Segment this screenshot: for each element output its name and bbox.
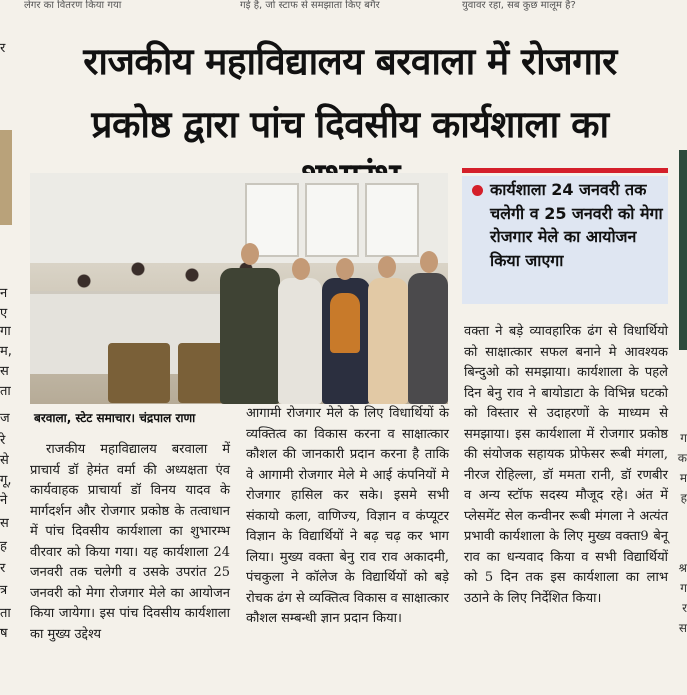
photo-window: [365, 183, 419, 257]
right-edge-fragment: श्र: [678, 561, 687, 575]
photo-caption: बरवाला, स्टेट समाचार। चंद्रपाल राणा: [34, 411, 196, 425]
neighbour-photo-fragment: [0, 130, 12, 225]
left-edge-fragment: ता: [0, 384, 11, 399]
top-strip-middle-text: गई है, जो स्टाफ से समझाता किए बगैर: [240, 0, 380, 11]
top-strip-left-text: लेगर का वितरण किया गया: [24, 0, 122, 11]
left-edge-fragment: न: [0, 286, 8, 301]
photo-person-head: [420, 251, 438, 273]
right-edge-fragment: क: [677, 451, 687, 465]
article-column-3: वक्ता ने बड़े व्यावहारिक ढंग से विधार्थियो को साक्षात्कार सफल बनाने मे आवश्यक बिन्दुओ को समझाया। कार्यशाला के पहले दिन बेनु राव ने बायोडाटा के विभिन्न घटको को विस्तार से उदाहरणों के माध्यम से समझाया। इस कार्यशाला में रोजगार प्रकोष्ठ की संयोजक सहायक प्रोफेसर रूबी मंगला, नीरज रोहिल्ला, डॉ ममता रानी, डॉ रणबीर व अन्य स्टॉफ सदस्य मौजूद रहे। अंत में प्लेसमेंट सेल कन्वीनर रूबी मंगला ने अत्यंत प्रभावी कार्यशाला के लिए मुख्य वक्ता9 बेनू राव का धन्यवाद किया व सभी विद्यार्थियों को 5 दिन तक इस कार्यशाला का लाभ उठाने के लिए निर्देशित किया।: [464, 324, 668, 606]
right-neighbour-column: [677, 140, 687, 695]
right-edge-fragment: ग: [680, 431, 687, 445]
right-edge-fragment: ह: [680, 491, 687, 505]
left-edge-fragment: र: [0, 561, 6, 576]
left-edge-fragment: ज: [0, 411, 10, 426]
left-edge-fragment: गा: [0, 324, 11, 339]
left-edge-fragment: ने: [0, 493, 8, 508]
photo-person: [278, 278, 322, 404]
right-edge-fragment: स: [678, 621, 687, 635]
left-edge-fragment: म,: [0, 344, 12, 359]
headline-line-1: राजकीय महाविद्यालय बरवाला में रोजगार: [83, 40, 617, 83]
callout-accent-rule: [462, 168, 668, 173]
left-edge-fragment: गू,: [0, 473, 12, 488]
photo-person-shawl: [330, 293, 360, 353]
right-edge-fragment: र: [682, 601, 687, 615]
neighbour-photo-fragment: [679, 150, 687, 350]
top-strip-right-text: युवावर रहा, सब कुछ मालूम है?: [462, 0, 576, 11]
article-column-1: राजकीय महाविद्यालय बरवाला में प्राचार्य डॉ हेमंत वर्मा की अध्यक्षता एंव कार्यवाहक प्राचार्या डॉ विनय यादव के मार्गदर्शन और रोजगार प्रकोष्ठ के तत्वाधान में पांच दिवसीय कार्यशाला का शुभारम्भ वीरवार को किया गया। यह कार्यशाला 24 जनवरी तक चलेगी व उसके उपरांत 25 जनवरी को मेगा रोजगार मेले का आयोजन किया जायेगा। इस पांच दिवसीय कार्यशाला का मुख्य उद्देश्य: [30, 442, 230, 642]
left-edge-fragment: रे: [0, 433, 6, 448]
left-neighbour-column: [0, 20, 22, 695]
photo-person-head: [378, 256, 396, 278]
left-edge-fragment: र: [0, 41, 6, 56]
photo-window: [305, 183, 359, 257]
left-edge-fragment: ए: [0, 306, 8, 321]
highlight-callout: [462, 176, 668, 304]
left-edge-fragment: ता: [0, 606, 11, 621]
adjacent-article-top-strip: [0, 0, 687, 14]
photo-chair: [108, 343, 170, 403]
photo-person: [368, 278, 408, 404]
left-edge-fragment: त्र: [0, 583, 8, 598]
left-edge-fragment: स: [0, 516, 9, 531]
photo-person-head: [241, 243, 259, 265]
left-edge-fragment: ह: [0, 539, 7, 554]
photo-person-head: [292, 258, 310, 280]
left-edge-fragment: स: [0, 364, 9, 379]
callout-bullet-icon: [472, 185, 483, 196]
photo-person: [220, 268, 280, 404]
article-column-2: आगामी रोजगार मेले के लिए विधार्थियों के व्यक्तित्व का विकास करना व साक्षात्कार कौशल की जानकारी प्रदान करना है ताकि वे आगामी रोजगार मेले मे आई कंपनियों मे रोजगार हासिल कर सके। इसमे सभी संकायो कला, वाणिज्य, विज्ञान व कंप्यूटर विज्ञान के विद्यार्थियों ने बढ़ चढ़ कर भाग लिया। मुख्य वक्ता बेनु राव राव अकादमी, पंचकुला ने कॉलेज के विद्यार्थियों को बड़े रोचक ढंग से व्यक्तित्व विकास व साक्षात्कार कौशल सम्बन्धी ज्ञान प्रदान किया।: [246, 406, 449, 626]
left-edge-fragment: से: [0, 453, 9, 468]
callout-text: कार्यशाला 24 जनवरी तक चलेगी व 25 जनवरी को मेगा रोजगार मेले का आयोजन किया जाएगा: [490, 180, 663, 270]
news-photo: [30, 173, 448, 404]
photo-person-head: [336, 258, 354, 280]
left-edge-fragment: ष: [0, 626, 8, 641]
right-edge-fragment: ग: [680, 581, 687, 595]
right-edge-fragment: म: [679, 471, 687, 485]
photo-person: [408, 273, 448, 404]
headline-line-2: प्रकोष्ठ द्वारा पांच दिवसीय कार्यशाला का: [91, 103, 609, 146]
